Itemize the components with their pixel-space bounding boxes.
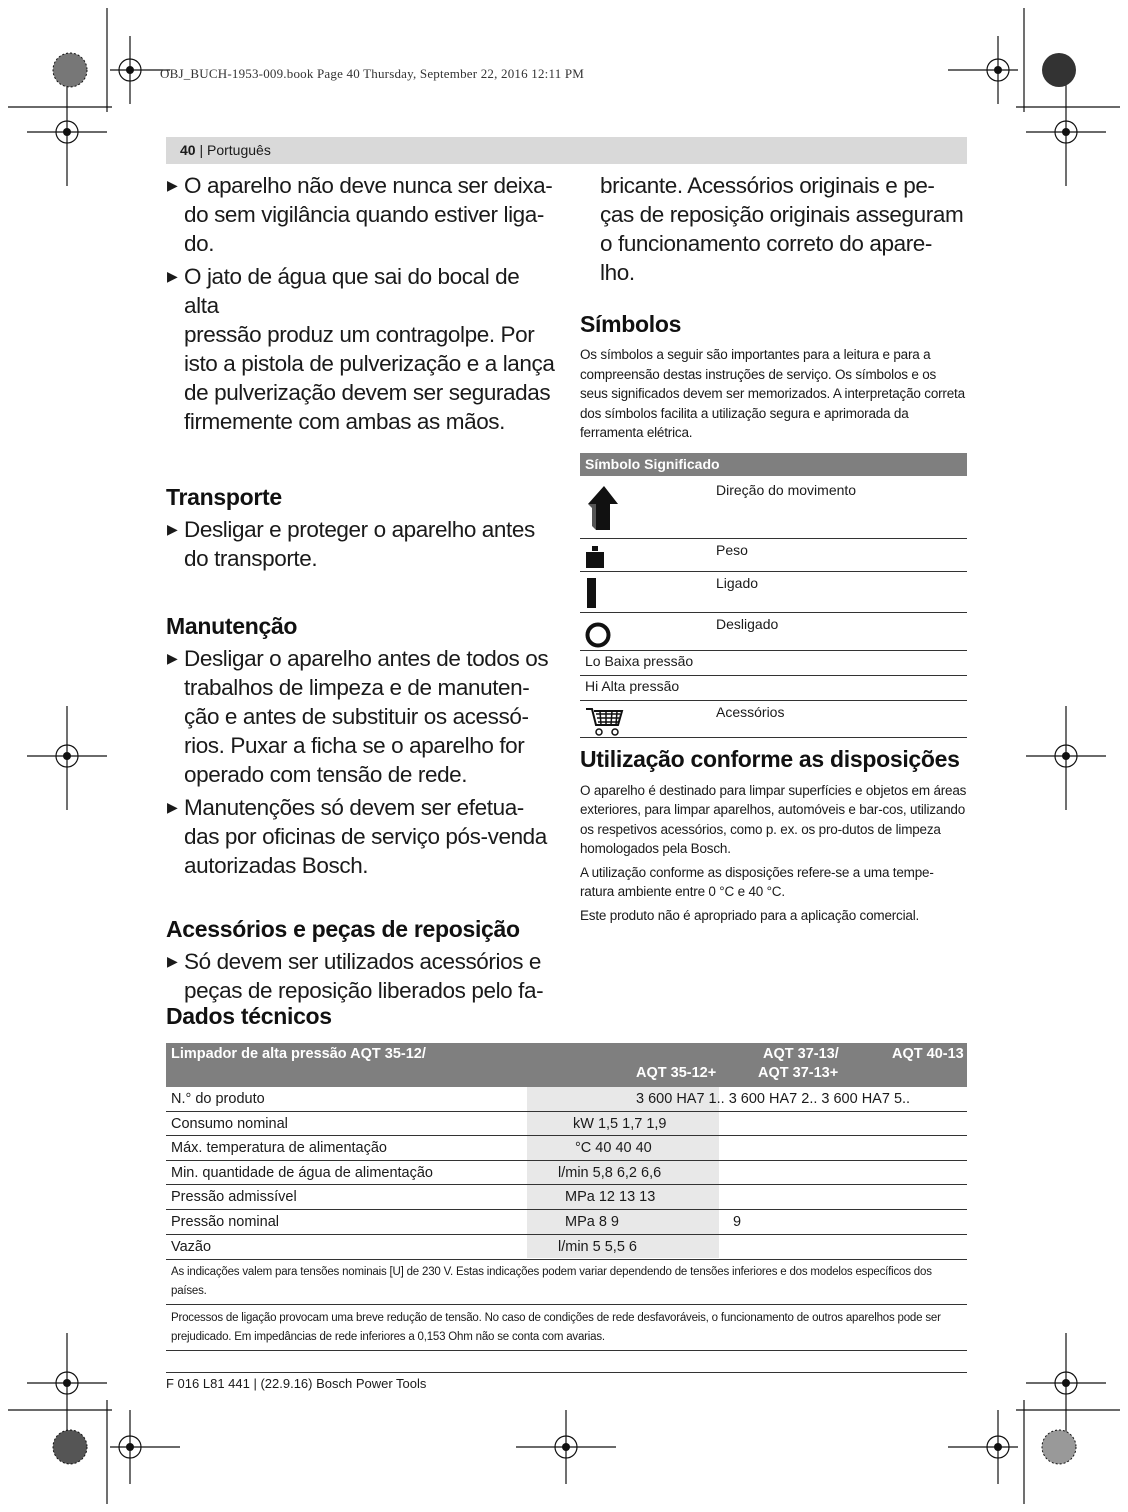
symbol-row: [580, 572, 967, 613]
symbol-text: Hi Alta pressão: [585, 677, 680, 694]
bullet-triangle-icon: ▶: [167, 177, 178, 193]
symbol-row: [580, 651, 967, 676]
row-value: MPa 8 9: [565, 1213, 619, 1230]
page-header: [166, 137, 967, 164]
row-label: Min. quantidade de água de alimentação: [171, 1164, 433, 1181]
table-row: [166, 1136, 967, 1161]
row-label: N.° do produto: [171, 1091, 265, 1107]
header-language: Português: [207, 142, 271, 158]
bullet-item: [166, 947, 558, 1005]
table-note: Processos de ligação provocam uma breve redução de tensão. No caso de condições de rede desfavoráveis, o funcionamento de outros aparelhos pode ser prejudicado. Em impedâncias de rede inferiores a 0,153 Ohm não se conta com avarias.: [166, 1309, 967, 1351]
header-col-4: AQT 40-13: [892, 1046, 964, 1062]
table-row: [166, 1210, 967, 1236]
symbols-table: [580, 453, 967, 738]
bullet-item: [166, 515, 558, 573]
bullet-item: [166, 644, 558, 789]
row-value-extra: 9: [733, 1213, 742, 1230]
page-number: 40: [180, 142, 196, 158]
symbol-meaning: Ligado: [716, 574, 759, 591]
bullet-text: O jato de água que sai do bocal de alta pressão produz um contragolpe. Por isto a pistola de pulverização e a lança de pulverização devem ser seguradas firmemente com ambas as mãos.: [184, 264, 555, 434]
usage-paragraph: Este produto não é apropriado para a aplicação comercial.: [580, 907, 920, 923]
bullet-text: Desligar e proteger o aparelho antes do transporte.: [184, 517, 535, 571]
symbols-intro: Os símbolos a seguir são importantes para a leitura e para a compreensão destas instruções de serviço. Os símbolos e os seus significados devem ser memorizados. A interpretação correta dos símbolos facilita a utilização segura e aprimorada da ferramenta elétrica.: [580, 347, 965, 440]
bullet-triangle-icon: ▶: [167, 799, 178, 815]
table-row: [166, 1235, 967, 1260]
symbol-row: [580, 539, 967, 572]
bullet-triangle-icon: ▶: [167, 953, 178, 969]
section-heading-maintenance: Manutenção: [166, 613, 298, 639]
bullet-text: Desligar o aparelho antes de todos os trabalhos de limpeza e de manuten- ção e antes de substituir os acessó- rios. Puxar a ficha se o aparelho for operado com tensão de rede.: [184, 646, 549, 787]
page-footer: F 016 L81 441 | (22.9.16) Bosch Power Tools: [166, 1372, 967, 1391]
tech-data-table: [166, 1043, 967, 1355]
row-value: MPa 12 13 13: [565, 1189, 656, 1205]
symbols-table-header: Símbolo Significado: [580, 453, 967, 476]
symbol-row: [580, 476, 967, 539]
bullet-item: [166, 262, 558, 436]
section-heading-accessories: Acessórios e peças de reposição: [166, 916, 520, 942]
header-col-3b: AQT 37-13+: [758, 1065, 839, 1081]
tech-table-header: [166, 1043, 967, 1087]
row-value: l/min 5,8 6,2 6,6: [558, 1164, 662, 1181]
header-col-1: Limpador de alta pressão AQT 35-12/: [171, 1046, 426, 1062]
bullet-text: Manutenções só devem ser efetua- das por oficinas de serviço pós-venda autorizadas Bosch.: [184, 795, 547, 878]
table-row: [166, 1185, 967, 1210]
symbol-meaning: Peso: [716, 541, 748, 558]
continued-text: bricante. Acessórios originais e pe- ças de reposição originais asseguram o funcionamento correto do apare- lho.: [600, 173, 964, 285]
row-label: Máx. temperatura de alimentação: [171, 1140, 387, 1156]
bullet-text: O aparelho não deve nunca ser deixa- do sem vigilância quando estiver liga- do.: [184, 173, 553, 256]
row-value: l/min 5 5,5 6: [558, 1239, 637, 1255]
bullet-item: [166, 793, 558, 880]
symbol-meaning: Desligado: [716, 615, 779, 632]
bullet-triangle-icon: ▶: [167, 268, 178, 284]
print-slug: OBJ_BUCH-1953-009.book Page 40 Thursday, September 22, 2016 12:11 PM: [160, 66, 585, 81]
usage-paragraph: O aparelho é destinado para limpar superfícies e objetos em áreas exteriores, para limpar aparelhos, automóveis e bar-cos, utilizando os respetivos acessórios, como p. ex. os pro-dutos de limpeza homologados pela Bosch.: [580, 782, 967, 856]
symbol-row: [580, 613, 967, 651]
bullet-item: [166, 171, 558, 258]
bullet-triangle-icon: ▶: [167, 650, 178, 666]
symbol-row: [580, 676, 967, 701]
table-row: [166, 1161, 967, 1186]
section-heading-transport: Transporte: [166, 484, 282, 510]
bullet-triangle-icon: ▶: [167, 521, 178, 537]
section-heading-symbols: Símbolos: [580, 311, 682, 337]
symbol-row: [580, 701, 967, 738]
up-arrow-icon: [584, 484, 620, 532]
section-heading-tech-data: Dados técnicos: [166, 1003, 332, 1029]
row-label: Pressão nominal: [171, 1213, 279, 1230]
cart-icon: [584, 705, 624, 737]
symbol-meaning: Direção do movimento: [716, 481, 857, 498]
off-circle-icon: [584, 621, 612, 649]
symbol-text: Lo Baixa pressão: [585, 652, 694, 669]
row-label: Consumo nominal: [171, 1115, 288, 1132]
table-row: [166, 1112, 967, 1137]
usage-paragraph: A utilização conforme as disposições refere-se a uma tempe-ratura ambiente entre 0 °C e 40 °C.: [580, 864, 934, 899]
header-separator: |: [195, 142, 207, 158]
bullet-text: Só devem ser utilizados acessórios e peças de reposição liberados pelo fa-: [184, 949, 544, 1003]
row-value: 3 600 HA7 1.. 3 600 HA7 2.. 3 600 HA7 5..: [636, 1091, 911, 1107]
symbol-meaning: Acessórios: [716, 703, 785, 720]
table-note: As indicações valem para tensões nominais [U] de 230 V. Estas indicações podem variar dependendo de tensões inferiores e dos modelos específicos dos países.: [166, 1263, 967, 1305]
row-label: Vazão: [171, 1239, 212, 1255]
header-col-3a: AQT 37-13/: [763, 1046, 839, 1062]
right-column: [580, 171, 967, 925]
left-column: [166, 171, 558, 1009]
table-row: [166, 1087, 967, 1112]
weight-icon: [584, 545, 606, 569]
row-value: kW 1,5 1,7 1,9: [573, 1115, 667, 1132]
row-label: Pressão admissível: [171, 1189, 297, 1205]
section-heading-usage: Utilização conforme as disposições: [580, 745, 960, 772]
header-col-2: AQT 35-12+: [636, 1065, 717, 1081]
row-value: °C 40 40 40: [575, 1140, 652, 1156]
on-bar-icon: [584, 577, 600, 609]
